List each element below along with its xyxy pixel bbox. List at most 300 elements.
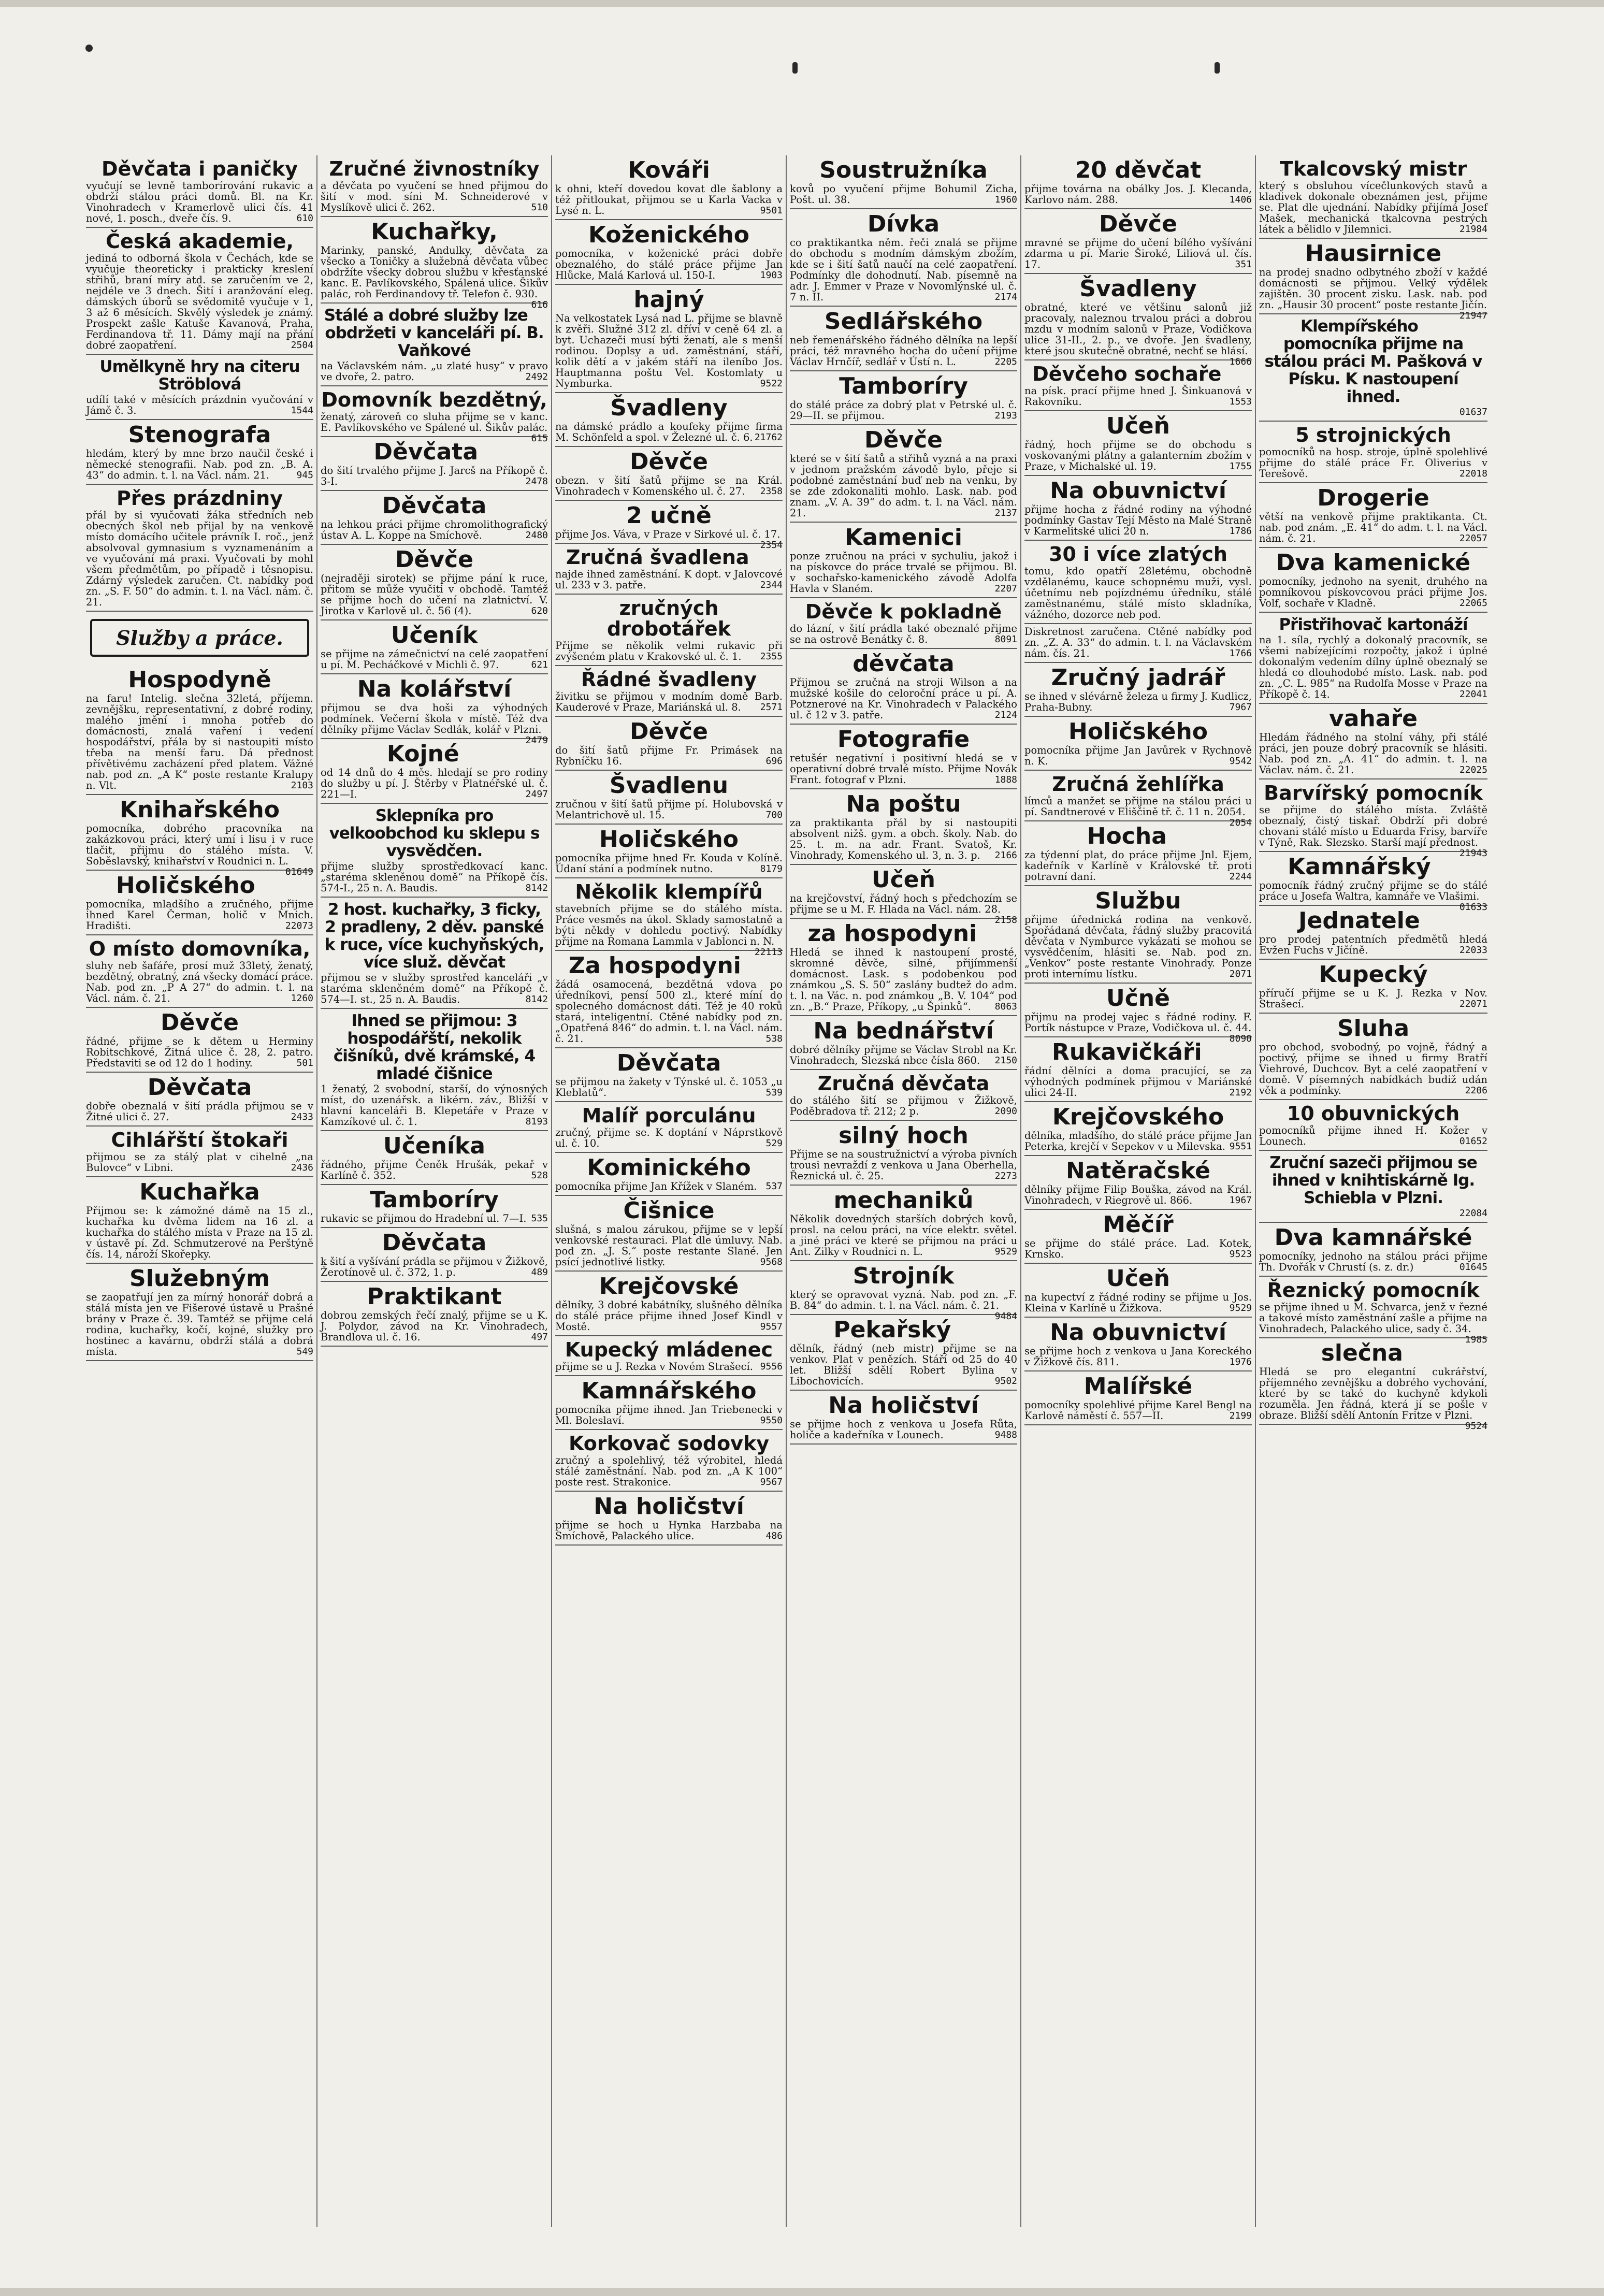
ad-heading: Sklepníka pro velkoobchod ku sklepu s vysvědčen. [329, 806, 540, 860]
ad-body [1024, 385, 1252, 407]
ad-heading: Kamnářský [1288, 854, 1431, 880]
ad-number: 2207 [994, 583, 1017, 594]
ad-body [321, 1084, 548, 1127]
ad-body [555, 569, 783, 590]
ad-body [321, 573, 548, 616]
ad-body [790, 1419, 1017, 1440]
ad-text: pomocníky spolehlivé přijme Karel Bengl na Karlově náměstí č. 557—II. [1024, 1399, 1252, 1422]
ad-body [1024, 795, 1252, 828]
ad-text: pomocníků na hosp. stroje, úplně spolehlivé přijme do stálé práce Fr. Oliverius v Terešově. [1259, 446, 1487, 480]
classified-ad [1024, 360, 1252, 411]
ad-body [321, 1310, 548, 1342]
ad-heading: Ihned se přijmou: 3 hospodářští, nekolik čišníků, dvě krámské, 4 mladé čišnice [333, 1012, 536, 1083]
ad-heading: Umělkyně hry na citeru Ströblová [99, 357, 300, 394]
ad-heading: Učeň [1106, 413, 1170, 439]
ad-heading: Praktikant [367, 1283, 502, 1310]
classified-ad [1259, 1223, 1487, 1277]
ad-text: Hledám řádného na stolní váhy, při stálé práci, jen pouze dobrý pracovník se hlásiti. Nab. pod zn. „A. 41“ do admin. t. l. na Václav. nám. č. 21. [1259, 731, 1487, 776]
ad-heading: Holičského [115, 872, 255, 899]
ad-heading: Zručné živnostníky [329, 157, 540, 180]
ad-body [1024, 237, 1252, 270]
ad-body [1259, 1125, 1487, 1147]
ad-body [1259, 934, 1487, 956]
classified-ad [1024, 155, 1252, 209]
ad-number: 528 [531, 1170, 548, 1181]
ad-number: 1888 [994, 774, 1017, 785]
ad-number: 2478 [525, 476, 548, 487]
ad-text: se přijme hoch z venkova u Jana Koreckého v Žižkově čís. 811. [1024, 1345, 1252, 1368]
classified-ad [1259, 239, 1487, 321]
classified-ad [1024, 1210, 1252, 1264]
classified-ad [790, 1070, 1017, 1121]
ad-heading: Na obuvnictví [1050, 478, 1226, 504]
classified-ad [86, 155, 313, 228]
ad-heading: Barvířský pomocník [1264, 782, 1483, 804]
ad-number: 2354 [760, 540, 783, 551]
ad-text: se přijme na zámečnictví na celé zaopatření u pí. M. Pecháčkové v Michli č. 97. [321, 648, 548, 671]
classified-ad [555, 1336, 783, 1376]
ad-heading: Švadleny [610, 395, 728, 421]
classified-ad [790, 1186, 1017, 1261]
classified-ad [86, 1264, 313, 1361]
ad-heading: Děvče [1099, 211, 1177, 237]
ad-heading: slečna [1321, 1340, 1403, 1366]
ad-body [790, 1044, 1017, 1066]
ad-number: 1903 [760, 270, 783, 281]
ad-text: zručný a spolehlivý, též výrobitel, hledá stálé zaměstnání. Nab. pod zn. „A K 100“ poste rest. Strakonice. [555, 1454, 783, 1488]
ad-heading: Zručný jadrář [1051, 665, 1225, 691]
ad-number: 2192 [1229, 1087, 1252, 1098]
ad-body [790, 753, 1017, 785]
ad-body [555, 745, 783, 767]
classified-ad [790, 865, 1017, 926]
ad-number: 2479 [525, 735, 548, 746]
ad-text: slušná, s malou zárukou, přijme se v lepší venkovské restauraci. Plat dle úmluvy. Nab. pod zn. „J. S.“ poste restante Slané. Jen psící jednotlivé listky. [555, 1223, 783, 1268]
ad-number: 8142 [525, 994, 548, 1005]
ad-body [1024, 1346, 1252, 1367]
ad-body [1024, 1065, 1252, 1098]
ad-body [321, 411, 548, 444]
classified-ad [321, 304, 548, 386]
ad-heading: Strojník [852, 1263, 955, 1289]
ad-number: 2206 [1465, 1085, 1487, 1096]
ad-heading: Řádné švadleny [581, 668, 757, 691]
ad-text: pro obchod, svobodný, po vojně, řádný a poctivý, přijme se ihned u firmy Bratří Viehrové, Duchcov. Byt a celé zaopatření v domě. V písemných nabídkách budiž udán věk a podmínky. [1259, 1041, 1487, 1096]
ad-number: 22113 [754, 947, 783, 958]
ad-heading: Děvče k pokladně [805, 600, 1002, 623]
classified-ad [86, 1177, 313, 1264]
classified-ad [321, 155, 548, 217]
classified-ad [555, 393, 783, 447]
ad-text: za týdenní plat, do práce přijme Jnl. Ejem, kadeřník v Karlíně v Královské tř. proti potravní daní. [1024, 849, 1252, 883]
ad-number: 7967 [1229, 702, 1252, 713]
ad-body [1024, 439, 1252, 472]
ad-text: tomu, kdo opatří 28letému, obchodně vzdělanému, kauce schopnému muži, vysl. účetnímu neb pojízdnému úředníku, stálé zaměstnanému, stálé místo skladníka, vážného, dozorce neb pod. [1024, 565, 1252, 620]
ad-body [790, 623, 1017, 645]
ad-heading: Na bednářství [813, 1018, 994, 1044]
ad-number: 2150 [994, 1055, 1017, 1066]
ad-number: 2166 [994, 850, 1017, 861]
classified-ad [555, 544, 783, 595]
ad-number: 2492 [525, 371, 548, 382]
ad-text: dělníka, mladšího, do stálé práce přijme Jan Peterka, krejčí v Sepekov v u Milevska. [1024, 1130, 1252, 1152]
ad-body [1259, 180, 1487, 235]
ad-heading: Kováři [628, 157, 710, 183]
ad-number: 8193 [525, 1116, 548, 1127]
ad-heading: Kupecký mládenec [565, 1338, 773, 1361]
ad-number: 9557 [760, 1321, 783, 1332]
ad-text: rukavic se přijmou do Hradební ul. 7—I. [321, 1212, 527, 1224]
ad-body [1024, 849, 1252, 882]
classified-ad [555, 951, 783, 1048]
ad-body [1259, 511, 1487, 544]
classified-ad [790, 725, 1017, 789]
ad-text: ponze zručnou na práci v sychuliu, jakož i na pískovce do práce trvalé se přijmou. Bl. v sochařsko-kamenického závodě Adolfa Havla v Slaném. [790, 550, 1017, 595]
ad-heading: Měčíř [1103, 1211, 1174, 1238]
ad-number: 9523 [1229, 1249, 1252, 1260]
ad-text: na dámské prádlo a koufeky přijme firma M. Schönfeld a spol. v Železné ul. č. 6. [555, 421, 783, 443]
ad-number: 9542 [1229, 756, 1252, 767]
classified-ad [321, 1228, 548, 1282]
ad-text: dobrou zemských řečí znalý, přijme se u K. J. Polydor, závod na Kr. Vinohradech, Brandlova ul. č. 16. [321, 1309, 548, 1343]
ad-heading: 5 strojnických [1295, 424, 1451, 446]
ad-text: se zaopatřují jen za mírný honorář dobrá a stálá místa jen ve Fišerové ústavě u Prašné brány v Praze č. 39. Tamtéž se přijme celá rodina, kuchařky, kočí, kojné, služky pro hostinec a kavárnu, obdrží stálá a dobrá místa. [86, 1291, 313, 1358]
ad-heading: Krejčovského [1052, 1104, 1224, 1130]
ad-body [1259, 1251, 1487, 1273]
classified-ad [555, 155, 783, 220]
ad-text: který se opravovat vyzná. Nab. pod zn. „F. B. 84“ do admin. t. l. na Václ. nám. č. 21. [790, 1289, 1017, 1311]
ad-body [555, 183, 783, 216]
ad-body [1259, 804, 1487, 859]
classified-ad [1259, 1277, 1487, 1345]
ad-body [1259, 576, 1487, 609]
ad-number: 1985 [1465, 1334, 1487, 1345]
ad-body [321, 702, 548, 746]
classified-ad [790, 425, 1017, 523]
ad-body [790, 183, 1017, 205]
ad-number: 2158 [994, 915, 1017, 926]
ad-body [1024, 1399, 1252, 1421]
ad-heading: Na holičství [594, 1493, 744, 1520]
ad-number: 9501 [760, 205, 783, 216]
ad-heading: Na obuvnictví [1050, 1319, 1226, 1346]
ad-heading: O místo domovníka, [89, 937, 311, 960]
ad-heading: Hospodyně [128, 667, 271, 693]
ad-text: stavebních přijme se do stálého místa. Práce vesměs na úkol. Sklady samostatně a býti někdy v dohledu poctivý. Nabídky přijme na Romana Lammla v Jablonci n. N. [555, 903, 783, 947]
ad-text: přál by si vyučovati žáka středních neb obecných škol neb přijal by na venkově místo domácího učitele právník I. roč., jenž absolvoval gymnasium s vyznamenáním a ve vyučování má praxi. Vyučovati by mohl všem předmětům, po případě i těsnopisu. Zdárný výsledek zaručen. Ct. nabídky pod zn. „S. F. 50“ do admin. t. l. na Václ. nám. č. 21. [86, 509, 313, 608]
ad-text: živitku se přijmou v modním domě Barb. Kauderové v Praze, Mariánská ul. 8. [555, 690, 783, 713]
classified-ad [321, 804, 548, 898]
ad-number: 8142 [525, 883, 548, 893]
ad-number: 2355 [760, 651, 783, 662]
classified-ad [790, 371, 1017, 425]
ad-text: Diskretnost zaručena. Ctěné nabídky pod zn. „Z. A. 33“ do admin. t. l. na Václavském nám. čís. 21. [1024, 626, 1252, 659]
ad-text: řádného, přijme Čeněk Hrušák, pekař v Karlíně č. 352. [321, 1159, 548, 1181]
classified-ad [790, 1315, 1017, 1391]
ad-heading: Malířské [1083, 1373, 1193, 1399]
ad-number: 1755 [1229, 461, 1252, 472]
classified-ad [1259, 548, 1487, 613]
classified-ad [1024, 717, 1252, 771]
ad-number: 22065 [1459, 598, 1487, 609]
classified-ad [321, 620, 548, 674]
ad-text: pomocníka přijme hned Fr. Kouda v Kolíně. Údaní stání a podmínek nutno. [555, 852, 783, 875]
ad-number: 1786 [1229, 526, 1252, 537]
classified-ad [790, 598, 1017, 649]
ad-number: 537 [765, 1181, 783, 1192]
ad-number: 21762 [754, 432, 783, 443]
ad-text: pomocníky, jednoho na syenit, druhého na pomníkovou pískovcovou práci přijme Jos. Volf, sochaře v Kladně. [1259, 575, 1487, 609]
ad-number: 2504 [291, 340, 313, 351]
ad-body [790, 677, 1017, 720]
ad-number: 529 [765, 1138, 783, 1149]
classified-ad [1024, 1318, 1252, 1371]
ad-heading: Řeznický pomocník [1267, 1279, 1480, 1302]
classified-ad [555, 1376, 783, 1430]
ad-number: 610 [296, 213, 313, 224]
ad-heading: zručných drobotářek [607, 597, 731, 640]
ad-text: dělník, řádný (neb mistr) přijme se na venkov. Plat v penězích. Stáří od 25 do 40 let. Bližší sdělí Robert Bylina v Libochovicích. [790, 1342, 1017, 1387]
ad-text: se přijme do stálé práce. Lad. Kotek, Krnsko. [1024, 1237, 1252, 1260]
ad-number: 22071 [1459, 999, 1487, 1009]
ad-body [555, 313, 783, 389]
ad-body [555, 528, 783, 551]
ad-text: zručnou v šití šatů přijme pí. Holubovská v Melantrichově ul. 15. [555, 798, 783, 821]
ad-body [790, 1095, 1017, 1117]
ad-text: pomocníky, jednoho na stálou práci přijme Th. Dvořák v Chrustí (s. z. dr.) [1259, 1250, 1487, 1273]
ad-heading: Na kolářství [357, 676, 512, 702]
classified-ad [555, 220, 783, 285]
classified-ad [321, 674, 548, 746]
ad-heading: Za hospodyni [568, 952, 741, 979]
ad-text: do šití šatů přijme Fr. Primásek na Rybníčku 16. [555, 744, 783, 767]
ad-heading: Natěračské [1066, 1158, 1210, 1184]
ad-heading: Soustružníka [819, 157, 988, 183]
ad-heading: Jednatele [1298, 907, 1420, 934]
ad-number: 01633 [1459, 902, 1487, 913]
ad-number: 9551 [1229, 1141, 1252, 1152]
ad-heading: Přistřihovač kartonáží [1279, 615, 1468, 634]
ad-heading: Děvčata i paničky [101, 157, 298, 180]
ad-body [555, 1361, 783, 1372]
ad-number: 535 [531, 1213, 548, 1224]
ad-heading: Malíř porculánu [582, 1104, 756, 1127]
classified-ad [1259, 1100, 1487, 1151]
ad-heading: Děvče [630, 718, 708, 745]
ad-number: 01652 [1459, 1136, 1487, 1147]
ad-text: pomocník řádný zručný přijme se do stálé práce u Josefa Waltra, kamnáře ve Vlašimi. [1259, 879, 1487, 902]
page-edge-bottom [0, 2288, 1604, 2296]
ad-body [86, 448, 313, 481]
classified-ad [555, 447, 783, 501]
ad-body [1259, 988, 1487, 1009]
classified-ad [1024, 821, 1252, 886]
column-5 [1021, 155, 1256, 2227]
ad-number: 9488 [994, 1429, 1017, 1440]
classified-ad [321, 1185, 548, 1228]
ad-body [86, 1151, 313, 1173]
ad-body [86, 394, 313, 416]
ad-heading: Kamenici [844, 524, 963, 551]
ad-heading: Službu [1095, 888, 1181, 914]
ad-text: k šití a vyšívání prádla se přijmou v Žižkově, Žerotínově ul. č. 372, 1. p. [321, 1255, 548, 1278]
classified-ad [1024, 663, 1252, 717]
ad-body [86, 1101, 313, 1122]
classified-ad [1259, 613, 1487, 704]
classified-ad [321, 437, 548, 491]
ad-text: se přijme do stálého místa. Zvláště obeznalý, čistý tiskař. Obdrží při dobré chovani stálé místo u Eduarda Frisy, barvíře v Týně, Rak. Slezsko. Starší mají přednost. [1259, 804, 1487, 848]
ad-text: Přijmou se zručná na stroji Wilson a na mužské košile do celoroční práce u pí. A. Potznerové na Kr. Vinohradech v Palackého ul. č 12 v 3. patře. [790, 676, 1017, 721]
classified-ad [86, 1008, 313, 1073]
ad-number: 945 [296, 470, 313, 481]
ad-heading: 2 host. kuchařky, 3 ficky, 2 pradleny, 2 děv. panské k ruce, více kuchyňských, více služ. děvčat [324, 900, 544, 972]
ad-text: pomocníka přijme Jan Křížek v Slaném. [555, 1180, 757, 1192]
ad-heading: Knihařského [120, 797, 280, 823]
ad-text: Na velkostatek Lysá nad L. přijme se blavně k zvěři. Služné 312 zl. dříví v ceně 64 zl. a byt. Uchazeči musí býti ženatí, ale s menší rodinou. Doplsy a ud. zaměstnání, stáří, kolik dětí a v jakém stáří na ileníbo Jos. Hauptmanna poštu Vel. Kostomlaty u Nymburka. [555, 312, 783, 389]
ad-text: retušér negativní i positivní hledá se v operativní dobré trvalé místo. Přijme Novák Frant. fotograf v Plzni. [790, 752, 1017, 786]
classified-ad [1024, 1037, 1252, 1102]
classified-ad [555, 1196, 783, 1272]
ad-heading: Několik klempířů [575, 880, 763, 903]
ad-body [86, 1036, 313, 1068]
ad-number: 1976 [1229, 1356, 1252, 1367]
classified-ad [1259, 483, 1487, 548]
ad-number: 497 [531, 1332, 548, 1342]
ad-heading: Děvče [864, 427, 943, 453]
ad-text: neb řemenářského řádného dělníka na lepší práci, též mravného hocha do učení přijme Václav Hrnčíř, sedlář v Ústí n. L. [790, 334, 1017, 368]
ad-body [790, 399, 1017, 421]
section-heading-box: Služby a práce. [90, 619, 309, 657]
classified-ad [790, 1121, 1017, 1186]
classified-ad [790, 155, 1017, 209]
classified-ad [790, 523, 1017, 598]
ad-text: na krejčovství, řádný hoch s předchozím se přijme se u M. F. Hlada na Václ. nám. 28. [790, 892, 1017, 915]
ad-number: 8179 [760, 863, 783, 874]
ad-body [321, 1213, 548, 1224]
classified-ad [1024, 886, 1252, 984]
ad-body [321, 767, 548, 800]
ad-body [555, 1181, 783, 1192]
ad-heading: Dva kamenické [1276, 550, 1471, 576]
ad-body [321, 519, 548, 541]
ad-heading: Kamnářského [581, 1378, 757, 1404]
ad-heading: Učeň [872, 867, 935, 893]
ad-body [555, 1404, 783, 1426]
ad-number: 351 [1235, 259, 1252, 270]
ad-body [321, 244, 548, 310]
ad-number: 9484 [994, 1311, 1017, 1322]
ad-heading: Cihlářští štokaři [111, 1129, 288, 1151]
classified-ad [555, 1272, 783, 1336]
classified-ad [555, 1102, 783, 1153]
ad-body [1024, 1292, 1252, 1313]
ad-body [790, 237, 1017, 302]
classified-ad [321, 386, 548, 444]
ad-text: pomocníků přijme ihned H. Kožer v Lounech. [1259, 1124, 1487, 1147]
ad-heading: Kojné [386, 741, 459, 767]
column-1 [83, 155, 317, 2227]
ad-heading: Na holičství [828, 1392, 979, 1419]
ad-heading: mechaniků [833, 1187, 974, 1214]
ad-body [790, 1214, 1017, 1257]
ad-number: 22041 [1459, 689, 1487, 700]
ad-columns [83, 155, 1502, 2227]
column-2 [317, 155, 552, 2227]
ad-body [1024, 566, 1252, 620]
ad-text: ženatý, zároveň co sluha přijme se v kanc. E. Pavlíkovského ve Spálené ul. Šikův palác. [321, 411, 548, 434]
ad-text: dělníky, 3 dobré kabátníky, slušného dělníka do stálé práce přijme ihned Josef Kindl v Mostě. [555, 1299, 783, 1333]
ad-number: 8090 [1229, 1033, 1252, 1044]
ad-body [86, 180, 313, 224]
ad-text: příručí přijme se u K. J. Rezka v Nov. Strašecí. [1259, 987, 1487, 1010]
ad-number: 9502 [994, 1376, 1017, 1387]
classified-ad [1024, 541, 1252, 624]
classified-ad [1024, 411, 1252, 476]
ad-number: 2205 [994, 356, 1017, 367]
ad-number: 486 [765, 1530, 783, 1541]
column-3 [552, 155, 787, 2227]
classified-ad [790, 1261, 1017, 1322]
ad-text: řádný, hoch přijme se do obchodu s voskovanými plátny a galanterním zbožím v Praze, v Michalské ul. 19. [1024, 439, 1252, 472]
ad-number: 510 [531, 202, 548, 213]
ad-text: přijmou se za stálý plat v cihelně „na Bulovce“ v Libni. [86, 1151, 313, 1174]
classified-ad [555, 666, 783, 717]
ad-number: 9522 [760, 378, 783, 389]
ad-body [555, 1299, 783, 1332]
ad-heading: Sluha [1337, 1015, 1410, 1042]
ad-heading: silný hoch [839, 1122, 969, 1149]
ad-text: najde ihned zaměstnání. K dopt. v Jalovcové ul. 233 v 3. patře. [555, 568, 783, 591]
ad-body [790, 551, 1017, 594]
ad-text: Přijme se několik velmi rukavic při zvýšeném platu v Krakovské ul. č. 1. [555, 640, 783, 662]
ad-number: 22073 [285, 920, 313, 931]
ad-heading: za hospodyni [807, 920, 977, 947]
ad-body [1024, 1184, 1252, 1206]
ad-text: jediná to odborná škola v Čechách, kde se vyučuje theoreticky i prakticky kreslení střihů, braní míry atd. se zaručením ve 2, nejdéle ve 3 dnech. Šití i aranžování eleg. dámských úborů se svědomitě vyučuje v 1, 3 až 6 měsících. Skvělý výsledek je známý. Prospekt zašle Katuše Kavanová, Praha, Ferdinandova tř. 11. Dámy mají na přání dobré zaopatření. [86, 252, 313, 351]
ad-body [321, 1256, 548, 1278]
classified-ad [555, 825, 783, 878]
classified-ad [321, 739, 548, 804]
ad-body [1024, 1238, 1252, 1260]
ad-number: 2103 [291, 780, 313, 791]
ad-heading: Pekařský [833, 1317, 951, 1343]
ad-text: řádné, přijme se k dětem u Herminy Robitschkové, Žitná ulice č. 28, 2. patro. Představiti se od 12 do 1 hodiny. [86, 1035, 313, 1069]
ad-body [555, 421, 783, 443]
classified-ad [86, 935, 313, 1008]
ad-number: 2497 [525, 789, 548, 800]
ad-heading: vahaře [1329, 705, 1418, 732]
ad-number: 22033 [1459, 945, 1487, 956]
ad-number: 549 [296, 1346, 313, 1357]
ad-number: 2174 [994, 292, 1017, 302]
ad-body [790, 817, 1017, 861]
classified-ad [1259, 1151, 1487, 1223]
classified-ad [321, 898, 548, 1009]
ad-number: 9524 [1465, 1421, 1487, 1432]
ad-number: 21984 [1459, 224, 1487, 235]
ad-text: přijmu na prodej vajec s řádné rodiny. F. Portík nástupce v Praze, Vodičkova ul. č. 44. [1024, 1011, 1252, 1034]
ad-text: přijme se hoch u Hynka Harzbaba na Smíchově, Palackého ulice. [555, 1519, 783, 1542]
classified-ad [555, 595, 783, 666]
ad-heading: 20 děvčat [1075, 157, 1202, 183]
ad-text: na písk. prací přijme hned J. Šinkuanová v Rakovníku. [1024, 385, 1252, 408]
classified-ad [1024, 274, 1252, 367]
ad-number: 9529 [1229, 1303, 1252, 1313]
ad-heading: Koženického [588, 222, 749, 248]
ad-text: na 1. síla, rychlý a dokonalý pracovník, se všemi nabízejícími rozpočty, jakož i úplné dokonalým vedením dílny úplně obeznalý se hledá co dlouhodobé místo. Lask. nab. pod zn. „C. L. 985“ na Rudolfa Mosse v Praze na Příkopě č. 14. [1259, 634, 1487, 700]
ad-heading: Zručná žehlířka [1052, 773, 1224, 796]
ad-number: 2244 [1229, 871, 1252, 882]
